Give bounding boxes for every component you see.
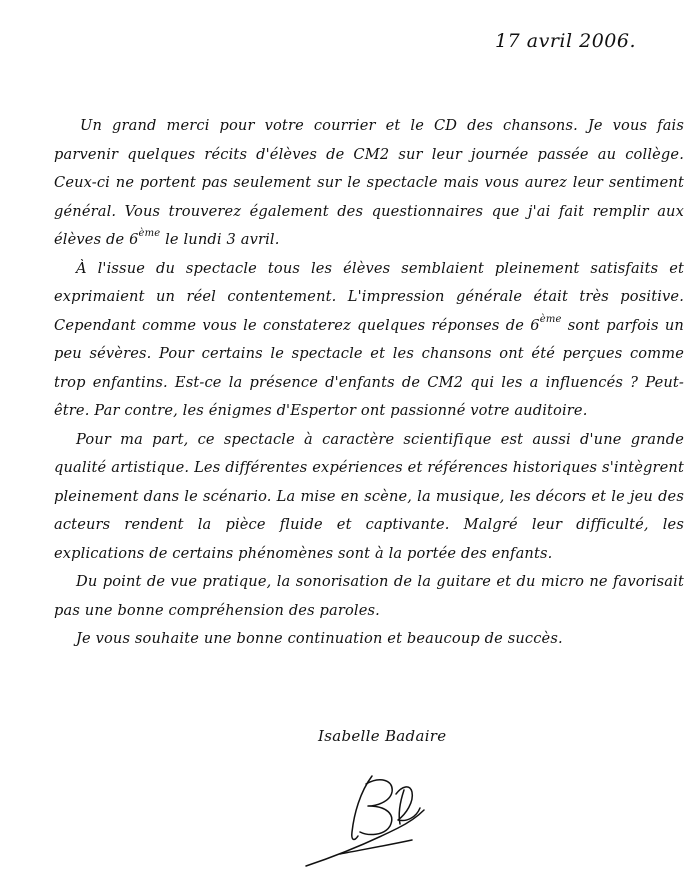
paragraph-1 [54,112,684,255]
paragraph-4-text: Du point de vue pratique, la sonorisation de la guitare et du micro ne favorisait pas une bonne compréhension des paroles. [54,573,684,619]
paragraph-1-sup: ème [138,228,161,240]
paragraph-2-sup: ème [539,313,562,325]
paragraph-5-text: Je vous souhaite une bonne continuation et beaucoup de succès. [76,630,563,647]
closing-name: Isabelle Badaire [318,727,447,745]
paragraph-1-text: Un grand merci pour votre courrier et le CD des chansons. Je vous fais parvenir quelques récits d'élèves de CM2 sur leur journée passée au collège. Ceux-ci ne portent pas seulement sur le spectacle mais vous aurez leur sentiment général. Vous trouverez également des questionnaires que j'ai fait remplir aux élèves de 6 [54,117,684,248]
paragraph-3-text: Pour ma part, ce spectacle à caractère scientifique est aussi d'une grande qualité artistique. Les différentes expériences et références historiques s'intègrent pleinement dans le scénario. La mise en scène, la musique, les décors et le jeu des acteurs rendent la pièce fluide et captivante. Malgré leur difficulté, les explications de certains phénomènes sont à la portée des enfants. [54,430,684,562]
handwritten-signature-icon [300,762,440,872]
paragraph-2-text: À l'issue du spectacle tous les élèves semblaient pleinement satisfaits et exprimaient un réel contentement. L'impression générale était très positive. Cependant comme vous le constaterez quelques réponses de 6 [54,259,684,334]
paragraph-2-tail: sont parfois un peu sévères. Pour certains le spectacle et les chansons ont été perçues comme trop enfantins. Est-ce la présence d'enfants de CM2 qui les a influencés ? Peut-être. Par contre, les énigmes d'Espertor ont passionné votre auditoire. [54,316,684,419]
letter-body [54,112,684,654]
paragraph-3 [54,426,684,569]
paragraph-2 [54,255,684,426]
paragraph-1-tail: le lundi 3 avril. [160,231,280,248]
paragraph-4 [54,568,684,625]
paragraph-5 [54,625,684,654]
letter-date: 17 avril 2006. [495,30,636,52]
